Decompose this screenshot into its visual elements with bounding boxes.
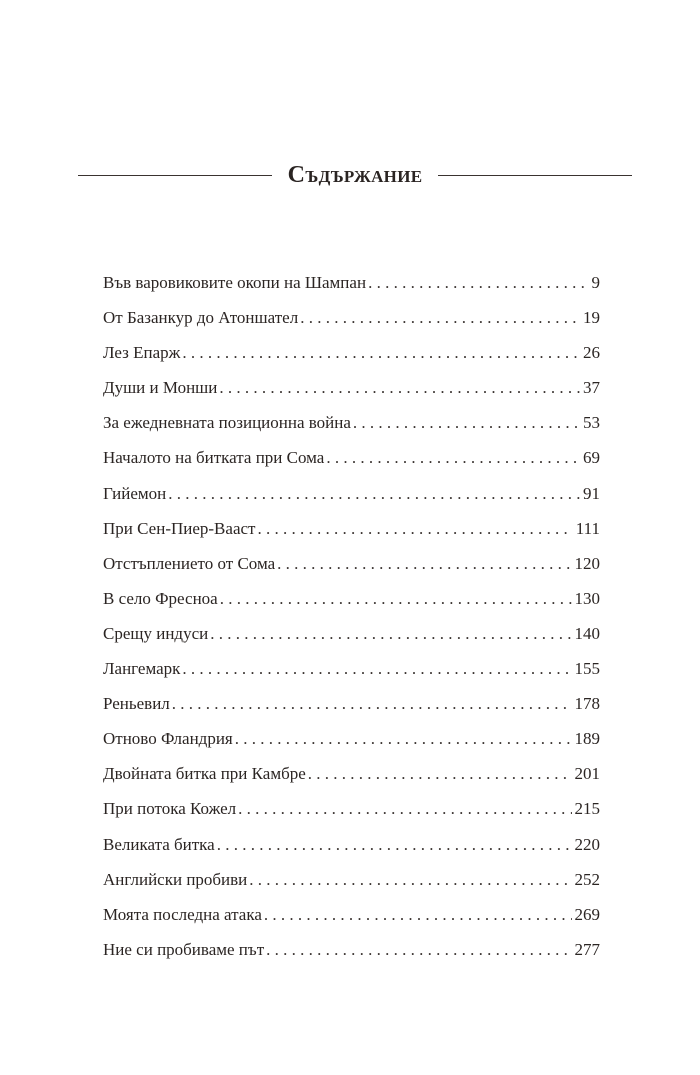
toc-entry	[103, 862, 600, 897]
toc-dot-leader	[172, 686, 572, 721]
toc-entry-page-number: 155	[574, 659, 600, 679]
toc-entry-title: В село Фресноа	[103, 588, 218, 608]
toc-dot-leader	[182, 651, 571, 686]
toc-entry	[103, 370, 600, 405]
toc-entry-page-number: 9	[591, 273, 600, 292]
toc-entry	[103, 476, 600, 511]
toc-dot-leader	[182, 335, 580, 370]
toc-entry-page-number: 269	[574, 904, 600, 924]
toc-entry-title: Началото на битката при Сома	[103, 448, 325, 468]
toc-dot-leader	[249, 862, 571, 897]
toc-entry	[103, 546, 600, 581]
toc-entry-title: Английски пробиви	[103, 869, 248, 889]
toc-entry-title: Ние си пробиваме път	[103, 939, 265, 959]
toc-entry	[103, 405, 600, 440]
toc-entry-title: Срещу индуси	[103, 623, 209, 643]
toc-entry-page-number: 53	[583, 413, 600, 433]
toc-entry-page-number: 26	[583, 343, 600, 363]
toc-entry	[103, 616, 600, 651]
toc-entry-title: Гийемон	[103, 483, 167, 503]
toc-entry	[103, 686, 600, 721]
toc-entry-title: Реньевил	[103, 694, 170, 714]
toc-entry-title: Великата битка	[103, 834, 215, 854]
toc-dot-leader	[300, 300, 580, 335]
toc-entry-page-number: 201	[574, 764, 600, 784]
page-title: Съдържание	[287, 161, 423, 188]
toc-entry-page-number: 178	[574, 694, 600, 714]
toc-dot-leader	[257, 511, 572, 546]
toc-entry	[103, 511, 600, 546]
toc-entry-page-number: 19	[583, 308, 600, 328]
toc-dot-leader	[368, 265, 588, 300]
toc-entry-page-number: 69	[583, 448, 600, 468]
heading-rule-right	[438, 175, 632, 176]
toc-entry	[103, 756, 600, 791]
toc-dot-leader	[210, 616, 571, 651]
toc-entry-page-number: 130	[574, 588, 600, 608]
toc-entry	[103, 897, 600, 932]
toc-entry-page-number: 140	[574, 623, 600, 643]
toc-entry-page-number: 37	[583, 378, 600, 398]
toc-dot-leader	[308, 756, 572, 791]
toc-dot-leader	[217, 827, 572, 862]
table-of-contents	[103, 265, 600, 967]
toc-entry-title: От Базанкур до Атоншател	[103, 308, 299, 328]
toc-entry	[103, 440, 600, 475]
toc-entry	[103, 335, 600, 370]
toc-entry-title: Отново Фландрия	[103, 729, 233, 749]
toc-entry-page-number: 120	[574, 553, 600, 573]
toc-dot-leader	[266, 932, 571, 967]
toc-dot-leader	[168, 476, 580, 511]
toc-dot-leader	[238, 791, 571, 826]
toc-dot-leader	[220, 581, 572, 616]
toc-entry-title: Души и Монши	[103, 378, 218, 398]
toc-entry	[103, 581, 600, 616]
heading-rule-left	[78, 175, 272, 176]
toc-entry-title: Моята последна атака	[103, 904, 262, 924]
toc-dot-leader	[353, 405, 580, 440]
contents-heading	[78, 160, 632, 190]
toc-dot-leader	[326, 440, 580, 475]
toc-dot-leader	[264, 897, 572, 932]
toc-entry-title: Двойната битка при Камбре	[103, 764, 306, 784]
toc-entry-page-number: 277	[574, 939, 600, 959]
toc-entry-page-number: 189	[574, 729, 600, 749]
toc-dot-leader	[219, 370, 580, 405]
toc-dot-leader	[277, 546, 571, 581]
toc-entry-title: При потока Кожел	[103, 799, 237, 819]
toc-entry	[103, 827, 600, 862]
toc-entry-title: Лез Епарж	[103, 343, 181, 363]
toc-entry	[103, 651, 600, 686]
toc-entry-page-number: 215	[574, 799, 600, 819]
toc-entry	[103, 721, 600, 756]
toc-entry-title: При Сен-Пиер-Вааст	[103, 518, 256, 538]
toc-dot-leader	[235, 721, 572, 756]
toc-entry	[103, 791, 600, 826]
toc-entry-page-number: 111	[575, 518, 600, 538]
toc-entry-page-number: 220	[574, 834, 600, 854]
toc-entry-title: Във варовиковите окопи на Шампан	[103, 273, 367, 292]
toc-entry	[103, 265, 600, 300]
toc-entry	[103, 300, 600, 335]
toc-entry-title: Лангемарк	[103, 659, 181, 679]
toc-entry-title: За ежедневната позиционна война	[103, 413, 351, 433]
toc-entry-title: Отстъплението от Сома	[103, 553, 276, 573]
toc-entry-page-number: 91	[583, 483, 600, 503]
toc-entry	[103, 932, 600, 967]
toc-entry-page-number: 252	[574, 869, 600, 889]
